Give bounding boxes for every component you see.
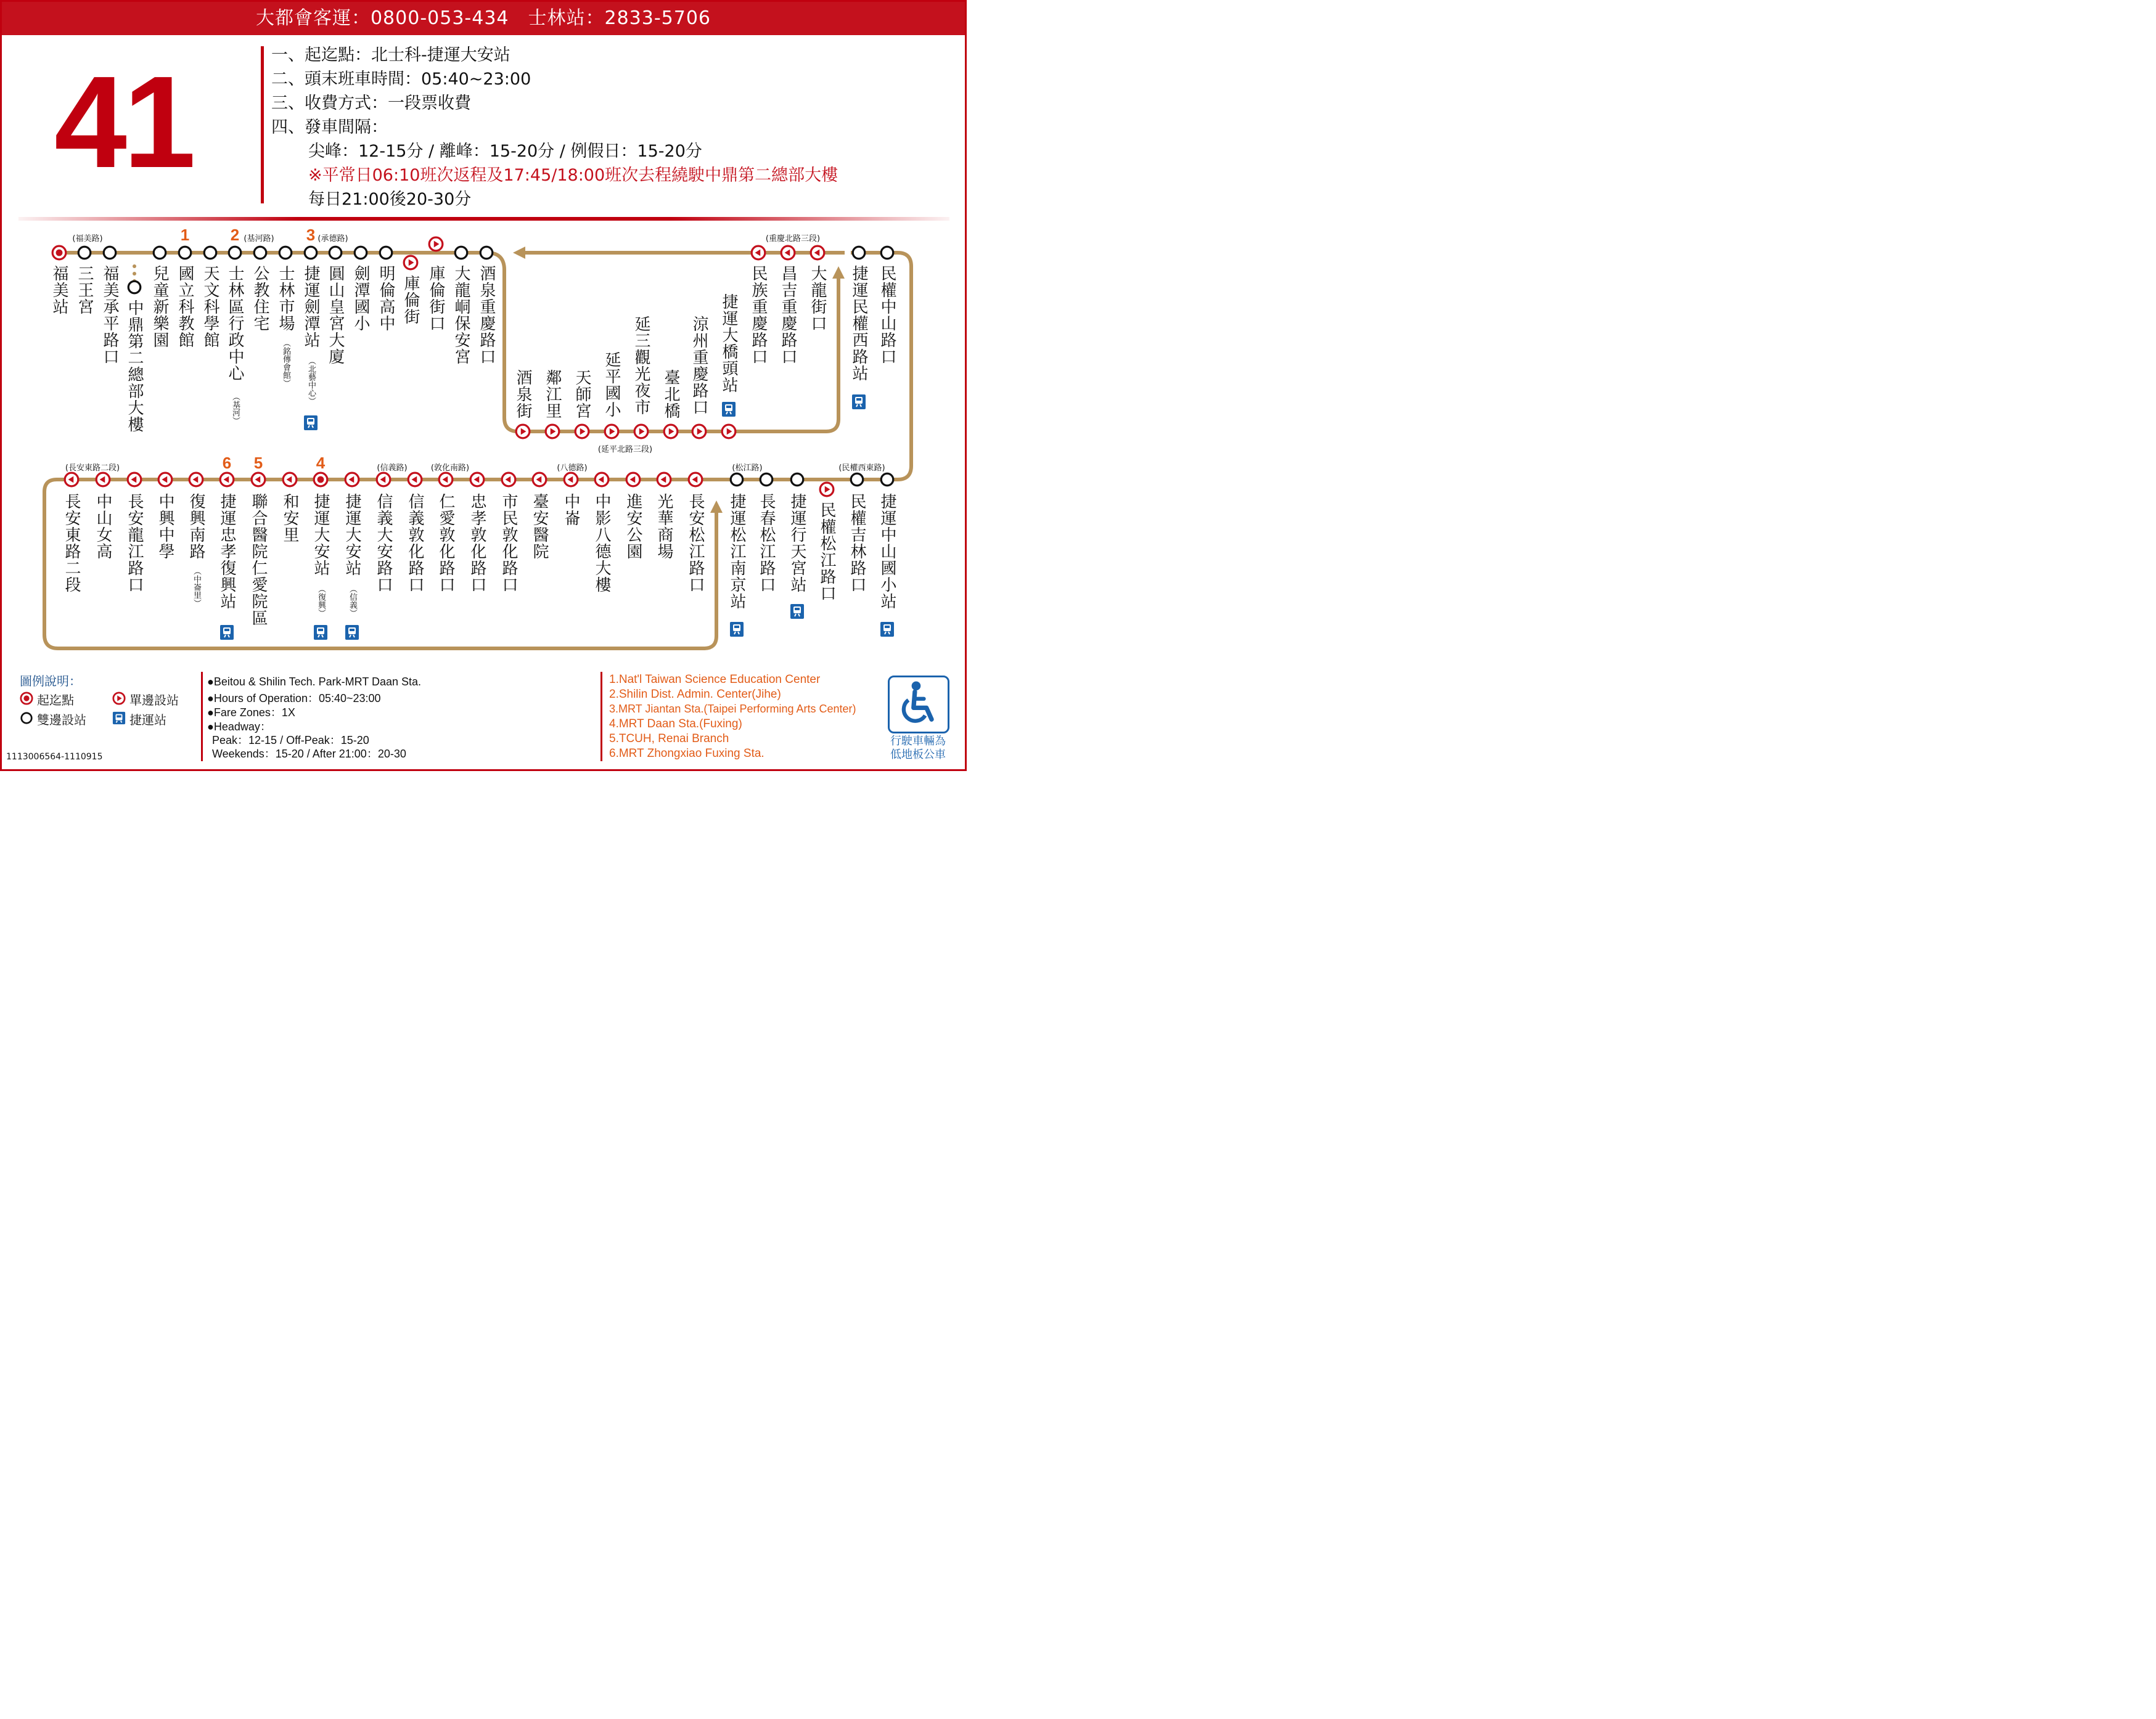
- one-way-stop-icon: [656, 472, 672, 488]
- stop-name: 劍潭國小: [351, 265, 370, 332]
- english-info-3: ●Fare Zones：1X: [207, 706, 295, 719]
- legend-one-way-label: 單邊設站: [129, 693, 179, 708]
- landmark-5: 5.TCUH, Renai Branch: [609, 732, 729, 745]
- one-way-stop-icon: [687, 472, 703, 488]
- road-label: (八德路): [557, 463, 588, 473]
- stop-name: 和安里: [281, 493, 299, 543]
- stop-name: 士林區行政中心: [226, 265, 244, 382]
- both-sides-stop-icon: [879, 245, 895, 261]
- both-sides-stop-icon: [152, 245, 168, 261]
- stop-name: 兒童新樂園: [150, 265, 169, 348]
- info-line-6: ※平常日06:10班次返程及17:45/18:00班次去程繞駛中鼎第二總部大樓: [308, 166, 838, 185]
- stop-name: 信義大安路口: [374, 493, 393, 593]
- stop-name: 國立科教館: [176, 265, 194, 348]
- stop-name: 民權松江路口: [818, 502, 836, 602]
- stop-name: 天師宮: [573, 369, 591, 419]
- stop-name: 長安東路二段: [62, 493, 81, 593]
- info-line-5: 尖峰：12-15分 / 離峰：15-20分 / 例假日：15-20分: [308, 142, 702, 161]
- stop-name: 民權吉林路口: [848, 493, 866, 593]
- one-way-stop-icon: [563, 472, 579, 488]
- one-way-stop-icon: [780, 245, 796, 261]
- both-sides-stop-icon: [789, 472, 805, 488]
- stop-name: 圓山皇宮大廈: [326, 265, 345, 365]
- stop-name: 復興南路: [187, 493, 205, 560]
- mrt-station-icon: [730, 622, 744, 637]
- info-line-3: 三、收費方式：一段票收費: [271, 94, 471, 113]
- stop-name: 捷運大安站: [311, 493, 330, 576]
- stop-name: 延平國小: [602, 351, 621, 418]
- one-way-stop-icon: [750, 245, 766, 261]
- one-way-stop-icon: [188, 472, 204, 488]
- stop-name: 延三觀光夜市: [632, 316, 650, 415]
- wheelchair-icon: [888, 676, 949, 733]
- stop-sublabel: （信義）: [348, 585, 357, 617]
- stop-name: 中鼎第二總部大樓: [125, 300, 144, 433]
- landmark-4: 4.MRT Daan Sta.(Fuxing): [609, 717, 742, 730]
- landmark-number: 2: [230, 226, 240, 244]
- stop-name: 福美承平路口: [100, 265, 119, 365]
- both-sides-stop-icon: [303, 245, 319, 261]
- one-way-stop-icon: [407, 472, 423, 488]
- both-sides-stop-icon: [758, 472, 774, 488]
- landmark-3: 3.MRT Jiantan Sta.(Taipei Performing Arts Center): [609, 703, 856, 715]
- road-label: (敦化南路): [430, 463, 470, 473]
- road-label: (民權西東路): [838, 463, 885, 473]
- stop-name: 捷運行天宮站: [788, 493, 806, 593]
- landmark-2: 2.Shilin Dist. Admin. Center(Jihe): [609, 688, 781, 701]
- stop-name: 福美站: [50, 265, 68, 315]
- stop-name: 中影八德大樓: [592, 493, 611, 593]
- stop-sublabel: （銘傳會館）: [281, 339, 290, 387]
- stop-name: 昌吉重慶路口: [779, 265, 797, 365]
- one-way-stop-icon: [663, 423, 679, 439]
- stop-name: 庫倫街: [401, 275, 420, 325]
- mrt-station-icon: [852, 394, 866, 409]
- stop-name: 民權中山路口: [878, 265, 896, 365]
- one-way-stop-icon: [574, 423, 590, 439]
- stop-name: 士林市場: [276, 265, 295, 332]
- legend-divider: [201, 672, 203, 761]
- one-way-stop-icon: [810, 245, 826, 261]
- landmark-divider: [600, 672, 602, 761]
- one-way-stop-icon: [282, 472, 298, 488]
- info-line-7: 每日21:00後20-30分: [308, 190, 472, 209]
- terminal-stop-icon: [20, 692, 33, 705]
- stop-sublabel: （基河）: [231, 393, 240, 425]
- mrt-station-icon: [220, 625, 234, 640]
- landmark-number: 6: [222, 454, 232, 472]
- stop-name: 捷運中山國小站: [878, 493, 896, 610]
- mrt-station-icon: [112, 711, 126, 725]
- stop-name: 市民敦化路口: [499, 493, 518, 593]
- one-way-stop-icon: [64, 472, 80, 488]
- mrt-station-icon: [790, 604, 804, 619]
- both-sides-stop-icon: [252, 245, 268, 261]
- mrt-station-icon: [880, 622, 894, 637]
- stop-name: 酒泉街: [514, 369, 532, 419]
- both-sides-stop-icon: [849, 472, 865, 488]
- stop-name: 酒泉重慶路口: [477, 265, 496, 365]
- stop-name: 中山女高: [94, 493, 112, 560]
- stop-name: 大龍街口: [808, 265, 827, 332]
- stop-name: 明倫高中: [377, 265, 395, 332]
- one-way-stop-icon: [721, 423, 737, 439]
- stop-name: 長安龍江路口: [125, 493, 144, 593]
- both-sides-stop-icon: [453, 245, 469, 261]
- landmark-number: 4: [316, 454, 326, 472]
- both-sides-stop-icon: [378, 245, 394, 261]
- stop-name: 光華商場: [655, 493, 673, 560]
- landmark-6: 6.MRT Zhongxiao Fuxing Sta.: [609, 747, 764, 760]
- stop-name: 捷運忠孝復興站: [218, 493, 236, 610]
- stop-name: 涼州重慶路口: [690, 316, 708, 415]
- terminal-stop-icon: [51, 245, 67, 261]
- header-bar: 大都會客運：0800-053-434 士林站：2833-5706: [2, 2, 965, 35]
- english-info-4: ●Headway：: [207, 721, 271, 733]
- both-sides-stop-icon: [353, 245, 369, 261]
- stop-name: 公教住宅: [251, 265, 269, 332]
- stop-name: 仁愛敦化路口: [437, 493, 455, 593]
- english-info-2: ●Hours of Operation：05:40~23:00: [207, 692, 381, 704]
- stop-name: 捷運民權西路站: [850, 265, 868, 382]
- stop-name: 捷運大安站: [343, 493, 361, 576]
- both-sides-stop-icon: [729, 472, 745, 488]
- both-sides-stop-icon: [202, 245, 218, 261]
- terminal-stop-icon: [313, 472, 329, 488]
- stop-sublabel: （中崙里）: [192, 567, 201, 607]
- road-label: (信義路): [377, 463, 408, 473]
- road-label: (長安東路二段): [65, 463, 120, 473]
- english-info-1: ●Beitou & Shilin Tech. Park-MRT Daan Sta.: [207, 676, 422, 688]
- stop-name: 三王宮: [75, 265, 94, 315]
- stop-name: 民族重慶路口: [749, 265, 768, 365]
- road-label: (福美路): [72, 234, 103, 243]
- road-label: (延平北路三段): [597, 445, 653, 454]
- one-way-stop-icon: [438, 472, 454, 488]
- route-line: [0, 0, 967, 771]
- stop-name: 中崙: [562, 493, 580, 526]
- one-way-stop-icon: [219, 472, 235, 488]
- stop-name: 庫倫街口: [427, 265, 445, 332]
- route-number: 41: [54, 49, 192, 195]
- stop-name: 捷運劍潭站: [301, 265, 320, 348]
- both-sides-stop-icon: [126, 279, 142, 295]
- one-way-stop-icon: [126, 472, 142, 488]
- one-way-stop-icon: [819, 481, 835, 497]
- one-way-stop-icon: [594, 472, 610, 488]
- stop-name: 鄰江里: [543, 369, 562, 419]
- road-label: (基河路): [244, 234, 274, 243]
- stop-name: 捷運松江南京站: [728, 493, 746, 610]
- one-way-stop-icon: [515, 423, 531, 439]
- road-label: (松江路): [732, 463, 763, 473]
- stop-name: 臺安醫院: [530, 493, 549, 560]
- mrt-station-icon: [304, 415, 318, 430]
- one-way-stop-icon: [625, 472, 641, 488]
- both-sides-stop-icon: [327, 245, 343, 261]
- both-sides-stop-icon: [851, 245, 867, 261]
- road-label: (重慶北路三段): [765, 234, 821, 243]
- both-sides-stop-icon: [879, 472, 895, 488]
- stop-name: 進安公園: [624, 493, 642, 560]
- low-floor-label: 行駛車輛為 低地板公車: [890, 735, 946, 761]
- landmark-number: 5: [253, 454, 263, 472]
- one-way-stop-icon: [691, 423, 707, 439]
- one-way-stop-icon: [403, 255, 419, 271]
- one-way-stop-icon: [469, 472, 485, 488]
- one-way-stop-icon: [531, 472, 547, 488]
- document-code: 1113006564-1110915: [6, 752, 103, 762]
- landmark-number: 1: [180, 226, 190, 244]
- both-sides-stop-icon: [177, 245, 193, 261]
- both-sides-stop-icon: [102, 245, 118, 261]
- both-sides-stop-icon: [76, 245, 92, 261]
- one-way-stop-icon: [112, 692, 126, 705]
- mrt-station-icon: [314, 625, 327, 640]
- legend-mrt-label: 捷運站: [129, 713, 166, 727]
- info-line-2: 二、頭末班車時間：05:40~23:00: [271, 70, 531, 89]
- one-way-stop-icon: [544, 423, 560, 439]
- stop-name: 聯合醫院仁愛院區: [249, 493, 268, 626]
- both-sides-stop-icon: [478, 245, 494, 261]
- one-way-stop-icon: [157, 472, 173, 488]
- both-sides-stop-icon: [227, 245, 243, 261]
- stop-sublabel: （北藝中心）: [306, 357, 316, 405]
- info-line-1: 一、起迄點：北士科-捷運大安站: [271, 46, 510, 65]
- one-way-stop-icon: [604, 423, 620, 439]
- info-line-4: 四、發車間隔：: [271, 118, 388, 137]
- stop-name: 臺北橋: [662, 369, 680, 419]
- stop-name: 長安松江路口: [686, 493, 705, 593]
- one-way-stop-icon: [375, 472, 391, 488]
- stop-name: 信義敦化路口: [406, 493, 424, 593]
- legend-title: 圖例說明：: [20, 674, 81, 688]
- road-label: (承德路): [318, 234, 348, 243]
- one-way-stop-icon: [428, 236, 444, 252]
- stop-name: 中興中學: [156, 493, 174, 560]
- both-sides-stop-icon: [277, 245, 293, 261]
- mrt-station-icon: [722, 402, 736, 417]
- stop-sublabel: （復興）: [316, 585, 326, 617]
- english-info-5: Peak：12-15 / Off-Peak：15-20: [212, 734, 369, 746]
- one-way-stop-icon: [250, 472, 266, 488]
- english-info-6: Weekends：15-20 / After 21:00：20-30: [212, 748, 406, 760]
- stop-name: 天文科學館: [201, 265, 219, 348]
- stop-name: 捷運大橋頭站: [719, 293, 738, 393]
- legend-both-label: 雙邊設站: [37, 713, 86, 727]
- stop-name: 大龍峒保安宮: [452, 265, 470, 365]
- one-way-stop-icon: [344, 472, 360, 488]
- stop-name: 長春松江路口: [757, 493, 776, 593]
- both-sides-stop-icon: [20, 711, 33, 725]
- one-way-stop-icon: [95, 472, 111, 488]
- legend-terminal-label: 起迄點: [37, 693, 74, 708]
- one-way-stop-icon: [633, 423, 649, 439]
- mrt-station-icon: [345, 625, 359, 640]
- stop-name: 忠孝敦化路口: [468, 493, 486, 593]
- landmark-1: 1.Nat'l Taiwan Science Education Center: [609, 673, 821, 686]
- landmark-number: 3: [306, 226, 316, 244]
- one-way-stop-icon: [501, 472, 517, 488]
